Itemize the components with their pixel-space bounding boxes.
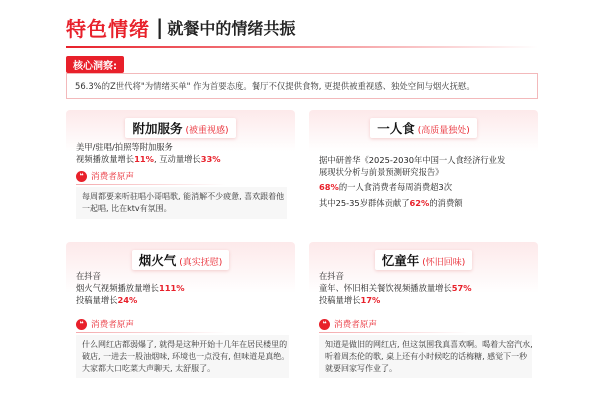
page-header bbox=[66, 12, 295, 42]
consumer-quote bbox=[76, 187, 287, 219]
highlight-value: 111% bbox=[158, 283, 185, 294]
card-title-pill bbox=[370, 118, 477, 138]
card-line: 在抖音 bbox=[319, 271, 344, 281]
consumer-voice-label: 消费者原声 bbox=[334, 320, 377, 330]
insight-text: 56.3%的Z世代将"为情绪买单" 作为首要态度。餐厅不仅提供食物, 更提供被重视感、独处空间与烟火抚慰。 bbox=[75, 81, 475, 91]
card-title: 一人食 bbox=[377, 121, 415, 136]
card-title: 忆童年 bbox=[381, 253, 420, 268]
card-tag: (真实抚慰) bbox=[179, 258, 223, 268]
insight-tag: 核心洞察: bbox=[66, 56, 124, 73]
card-line: 68%的一人食消费者每周消费超3次 bbox=[319, 182, 452, 193]
quote-line: 就要回家写作业了。 bbox=[325, 363, 397, 373]
card-line: 烟火气视频播放量增长111% bbox=[76, 283, 185, 294]
card-title-pill bbox=[125, 118, 235, 138]
consumer-voice-label: 消费者原声 bbox=[91, 320, 134, 330]
quote-line: 每周都要来听驻唱小哥唱歌, 能消解不少疲惫, 喜欢跟着他 bbox=[82, 192, 285, 201]
card-line: 其中25-35岁群体贡献了62%的消费额 bbox=[319, 197, 463, 208]
card-lines bbox=[319, 154, 532, 209]
quote-line: 一起唱, 比在ktv有氛围。 bbox=[82, 203, 172, 213]
card-lines bbox=[76, 141, 289, 165]
card-line: 展现状分析与前景预测研究报告》 bbox=[319, 167, 444, 178]
consumer-quote bbox=[76, 335, 289, 378]
card-line: 在抖音 bbox=[76, 271, 101, 281]
header-divider bbox=[66, 46, 538, 48]
card-tag: (怀旧回味) bbox=[422, 258, 466, 268]
insight-box bbox=[66, 73, 538, 99]
card-line: 投稿量增长17% bbox=[319, 295, 381, 306]
voice-divider bbox=[76, 184, 226, 185]
card-tag: (高质量独处) bbox=[417, 126, 470, 136]
page-title: 特色情绪 bbox=[66, 16, 150, 41]
card-childhood-memories bbox=[309, 242, 538, 392]
quote-line: 听着周杰伦的歌, 桌上还有小时候吃的话梅糖, 感觉下一秒 bbox=[325, 351, 528, 361]
voice-divider bbox=[319, 332, 469, 333]
card-line: 视频播放量增长11%, 互动量增长33% bbox=[76, 154, 221, 165]
card-title: 附加服务 bbox=[132, 121, 183, 136]
highlight-value: 68% bbox=[319, 182, 339, 193]
card-title: 烟火气 bbox=[138, 253, 177, 268]
consumer-voice-header bbox=[319, 318, 377, 330]
highlight-value: 24% bbox=[117, 295, 138, 306]
quote-line: 大家都大口吃菜大声聊天, 太舒服了。 bbox=[82, 363, 216, 373]
quote-line: 什么网红店都弱爆了, 就得是这种开始十几年在居民楼里的 bbox=[82, 340, 288, 349]
quote-line: 知道是做旧的网红店, 但这氛围我真喜欢啊。喝着大窑汽水, bbox=[325, 340, 533, 349]
highlight-value: 57% bbox=[451, 283, 472, 294]
card-line: 据中研普华《2025-2030年中国一人食经济行业发 bbox=[319, 155, 506, 165]
highlight-value: 33% bbox=[200, 154, 221, 165]
card-fireworks bbox=[66, 242, 295, 392]
speech-bubble-icon: ❝ bbox=[76, 171, 87, 182]
highlight-value: 62% bbox=[409, 197, 430, 208]
card-title-pill bbox=[375, 250, 473, 270]
card-title-pill bbox=[132, 250, 230, 270]
card-line: 童年、怀旧相关餐饮视频播放量增长57% bbox=[319, 283, 472, 294]
card-line: 投稿量增长24% bbox=[76, 295, 138, 306]
page-subtitle: 就餐中的情绪共振 bbox=[167, 18, 296, 38]
card-tag: (被重视感) bbox=[185, 126, 229, 136]
card-lines bbox=[76, 270, 289, 307]
consumer-voice-label: 消费者原声 bbox=[91, 172, 134, 182]
consumer-voice-header bbox=[76, 318, 134, 330]
card-line: 美甲/驻唱/拍照等附加服务 bbox=[76, 142, 173, 152]
voice-divider bbox=[76, 332, 226, 333]
consumer-quote bbox=[319, 335, 532, 378]
consumer-voice-header bbox=[76, 170, 134, 182]
card-lines bbox=[319, 270, 532, 307]
title-separator: | bbox=[156, 15, 164, 39]
quote-line: 破店, 一进去一股油烟味, 环境也一点没有, 但味道是真绝。 bbox=[82, 351, 290, 361]
card-solo-dining bbox=[309, 110, 538, 232]
highlight-value: 17% bbox=[360, 295, 381, 306]
highlight-value: 11% bbox=[134, 154, 154, 165]
speech-bubble-icon: ❝ bbox=[319, 319, 330, 330]
speech-bubble-icon: ❝ bbox=[76, 319, 87, 330]
card-extra-service bbox=[66, 110, 295, 232]
